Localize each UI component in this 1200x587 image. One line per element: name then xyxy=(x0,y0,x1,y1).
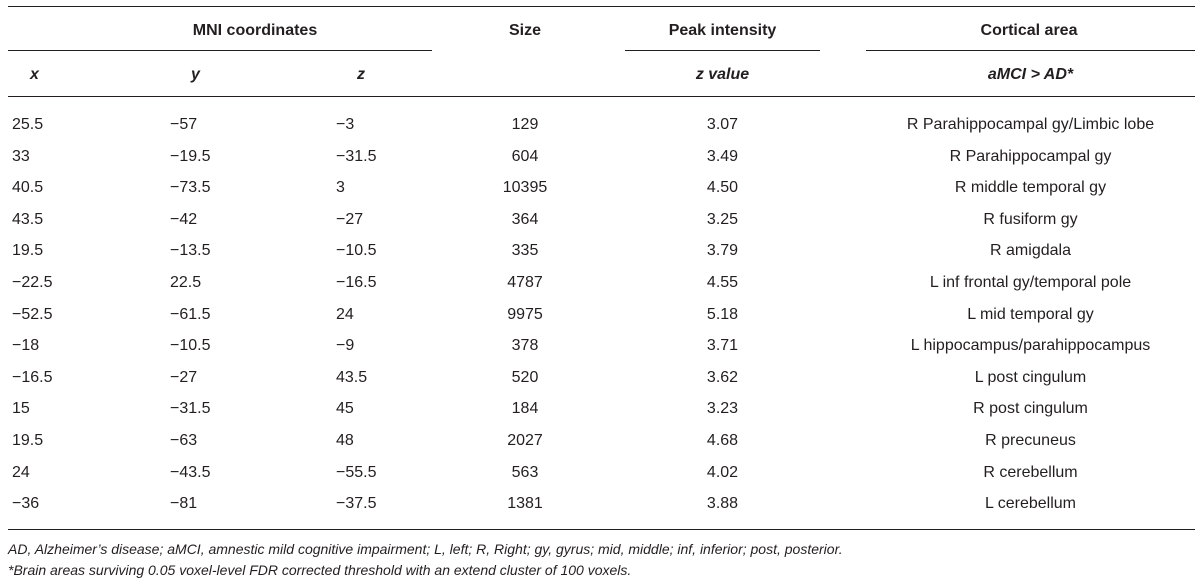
cell-z-value: 4.02 xyxy=(706,463,739,481)
cell-z-value: 3.62 xyxy=(706,368,739,386)
cell-size: 4787 xyxy=(507,274,543,291)
cell-z: −37.5 xyxy=(336,495,377,513)
table-row xyxy=(0,457,1200,489)
cell-z: −3 xyxy=(336,116,355,133)
cell-z-value: 3.88 xyxy=(706,495,739,513)
cell-y: −10.5 xyxy=(170,337,211,355)
cell-cortical-area: R cerebellum xyxy=(983,463,1078,481)
peak-spanner-rule xyxy=(625,50,820,51)
cell-y: −19.5 xyxy=(170,147,211,165)
cell-cortical-area: R Parahippocampal gy xyxy=(949,147,1112,165)
cell-x: 25.5 xyxy=(12,116,44,133)
table-row xyxy=(0,141,1200,173)
cell-cortical-area: L cerebellum xyxy=(984,495,1076,513)
cell-y: −42 xyxy=(170,210,198,228)
cell-cortical-area: R fusiform gy xyxy=(983,210,1078,228)
table-row xyxy=(0,109,1200,141)
cell-cortical-area: L post cingulum xyxy=(974,368,1087,386)
header-contrast: aMCI > AD* xyxy=(987,66,1074,83)
cell-x: 43.5 xyxy=(12,210,44,228)
cell-z-value: 3.25 xyxy=(706,210,739,228)
cell-y: −81 xyxy=(170,495,198,513)
cell-z: 45 xyxy=(336,400,354,418)
cell-cortical-area: R middle temporal gy xyxy=(954,179,1107,197)
cell-size: 184 xyxy=(511,400,539,418)
cell-size: 1381 xyxy=(507,495,543,513)
cell-size: 9975 xyxy=(507,305,543,323)
table-row xyxy=(0,299,1200,331)
cell-y: −13.5 xyxy=(170,242,211,260)
footnote-threshold: *Brain areas surviving 0.05 voxel-level FDR corrected threshold with an extend cluster of 100 voxels. xyxy=(8,562,632,578)
cell-z-value: 4.68 xyxy=(706,432,739,449)
cell-y: −43.5 xyxy=(170,463,211,481)
cell-size: 335 xyxy=(511,242,539,260)
cell-size: 10395 xyxy=(502,179,548,197)
cell-z-value: 5.18 xyxy=(706,305,739,323)
cell-x: −18 xyxy=(12,337,40,355)
cell-size: 378 xyxy=(511,337,539,355)
cell-x: 40.5 xyxy=(12,179,44,197)
cell-z: −10.5 xyxy=(336,242,377,260)
cell-z: −55.5 xyxy=(336,463,377,481)
header-z: z xyxy=(357,66,365,83)
cell-z: 24 xyxy=(336,305,354,323)
header-mni-coordinates: MNI coordinates xyxy=(192,22,318,39)
cell-z: −16.5 xyxy=(336,274,377,291)
cell-cortical-area: L inf frontal gy/temporal pole xyxy=(929,274,1132,291)
table-row xyxy=(0,393,1200,425)
cell-cortical-area: R post cingulum xyxy=(973,400,1088,418)
cell-x: 15 xyxy=(12,400,30,418)
cell-size: 520 xyxy=(511,368,539,386)
cell-cortical-area: R Parahippocampal gy/Limbic lobe xyxy=(906,116,1155,133)
cell-x: −16.5 xyxy=(12,368,53,386)
table-row xyxy=(0,488,1200,520)
cell-size: 604 xyxy=(511,147,539,165)
header-size: Size xyxy=(508,22,541,39)
cell-z: −9 xyxy=(336,337,355,355)
cell-x: −52.5 xyxy=(12,305,53,323)
table-row xyxy=(0,235,1200,267)
cell-x: 19.5 xyxy=(12,242,44,260)
header-cortical-area: Cortical area xyxy=(980,22,1078,39)
cortical-spanner-rule xyxy=(866,50,1195,51)
cell-z-value: 3.49 xyxy=(706,147,739,165)
cell-z-value: 4.55 xyxy=(706,274,739,291)
cell-x: 24 xyxy=(12,463,30,481)
cell-size: 129 xyxy=(511,116,539,133)
header-bottom-rule xyxy=(8,96,1195,97)
cell-x: −36 xyxy=(12,495,40,513)
cell-y: −27 xyxy=(170,368,198,386)
cell-z-value: 3.07 xyxy=(706,116,739,133)
header-x: x xyxy=(30,66,39,83)
cell-cortical-area: R precuneus xyxy=(985,432,1076,449)
cell-z: −31.5 xyxy=(336,147,377,165)
footnote-abbreviations: AD, Alzheimer’s disease; aMCI, amnestic mild cognitive impairment; L, left; R, Right; gy, gyrus; mid, middle; inf, inferior; post, posterior. xyxy=(8,541,843,557)
header-z-value: z value xyxy=(695,66,750,83)
cell-y: −61.5 xyxy=(170,305,211,323)
cell-cortical-area: R amigdala xyxy=(990,242,1071,260)
cell-y: −57 xyxy=(170,116,198,133)
table-top-rule xyxy=(8,6,1195,7)
cell-size: 364 xyxy=(511,210,539,228)
cell-y: −73.5 xyxy=(170,179,211,197)
cell-z-value: 3.23 xyxy=(706,400,739,418)
cell-x: −22.5 xyxy=(12,274,53,291)
cell-z: 3 xyxy=(336,179,345,197)
table-row xyxy=(0,172,1200,204)
cell-z: −27 xyxy=(336,210,364,228)
cell-size: 563 xyxy=(511,463,539,481)
header-peak-intensity: Peak intensity xyxy=(668,22,777,39)
table-row xyxy=(0,362,1200,394)
cell-y: −31.5 xyxy=(170,400,211,418)
cell-y: 22.5 xyxy=(170,274,202,291)
mni-spanner-rule xyxy=(8,50,432,51)
table-row xyxy=(0,330,1200,362)
table-row xyxy=(0,425,1200,457)
cell-z: 48 xyxy=(336,432,354,449)
table-row xyxy=(0,204,1200,236)
cell-x: 19.5 xyxy=(12,432,44,449)
cell-z: 43.5 xyxy=(336,368,368,386)
cell-cortical-area: L mid temporal gy xyxy=(967,305,1094,323)
header-y: y xyxy=(191,66,200,83)
cell-size: 2027 xyxy=(507,432,543,449)
cell-z-value: 3.79 xyxy=(706,242,739,260)
cell-z-value: 4.50 xyxy=(706,179,739,197)
cell-y: −63 xyxy=(170,432,198,449)
cell-cortical-area: L hippocampus/parahippocampus xyxy=(910,337,1151,355)
table-row xyxy=(0,267,1200,299)
cell-z-value: 3.71 xyxy=(706,337,739,355)
table-bottom-rule xyxy=(8,529,1195,530)
cell-x: 33 xyxy=(12,147,30,165)
